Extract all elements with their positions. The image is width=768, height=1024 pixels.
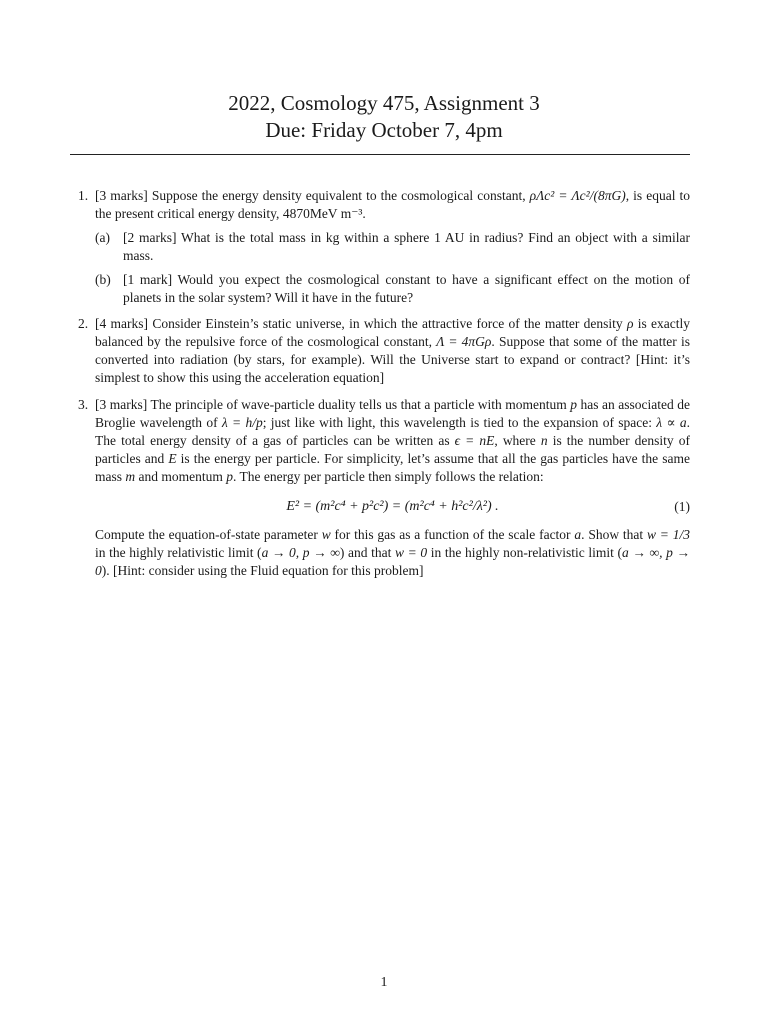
part-text: [1 mark] Would you expect the cosmological constant to have a significant effect on the motion of planets in the solar system? Will it have in the future?	[123, 272, 690, 305]
cosmological-constant-formula: ρΛc² = Λc²/(8πG)	[529, 188, 626, 203]
page-number: 1	[380, 975, 388, 990]
equation-number: (1)	[674, 499, 690, 514]
question-2	[70, 315, 690, 387]
critical-density-value: 4870MeV m⁻³	[282, 206, 363, 221]
title-divider	[70, 154, 690, 155]
question-3	[70, 396, 690, 580]
question-number: 2.	[78, 316, 89, 331]
question-1	[70, 187, 690, 307]
question-3-text: [3 marks] The principle of wave-particle duality tells us that a particle with momentum p has an associated de Broglie wavelength of λ = h/p; just like with light, this wavelength is tied to the expansion of space: λ ∝ a. The total energy density of a gas of particles can be written as ϵ = nE, where n is the number density of particles and E is the energy per particle. For simplicity, let’s assume that all the gas particles have the same mass m and momentum p. The energy per particle then simply follows the relation:	[95, 397, 691, 484]
equation-1	[95, 494, 690, 520]
assignment-title: 2022, Cosmology 475, Assignment 3	[228, 91, 540, 115]
question-1a	[95, 229, 690, 265]
part-label: (a)	[95, 230, 110, 245]
question-3-task: Compute the equation-of-state parameter w for this gas as a function of the scale factor a. Show that w = 1/3 in the highly relativistic limit (a → 0, p → ∞) and that w = 0 in the highly non-relativistic limit (a → ∞, p → 0). [Hint: consider using the Fluid equation for this problem]	[95, 527, 690, 578]
part-label: (b)	[95, 272, 111, 287]
static-universe-formula: Λ = 4πGρ	[436, 334, 492, 349]
part-text: [2 marks] What is the total mass in kg within a sphere 1 AU in radius? Find an object with a similar mass.	[123, 230, 690, 263]
due-date: Due: Friday October 7, 4pm	[265, 118, 503, 142]
question-number: 1.	[78, 188, 89, 203]
question-2-text: [4 marks] Consider Einstein’s static universe, in which the attractive force of the matter density ρ is exactly balanced by the repulsive force of the cosmological constant, Λ = 4πGρ. Suppose that some of the matter is converted into radiation (by stars, for example). Will the Universe start to expand or contract? [Hint: it’s simplest to show this using the acceleration equation]	[95, 316, 691, 385]
question-number: 3.	[78, 397, 89, 412]
question-1-text: [3 marks] Suppose the energy density equivalent to the cosmological constant, ρΛc² = Λc²/(8πG), is equal to the present critical energy density, 4870MeV m⁻³.	[95, 188, 690, 221]
question-1b	[95, 271, 690, 307]
energy-equation: E² = (m²c⁴ + p²c²) = (m²c⁴ + h²c²/λ²) .	[286, 499, 499, 514]
